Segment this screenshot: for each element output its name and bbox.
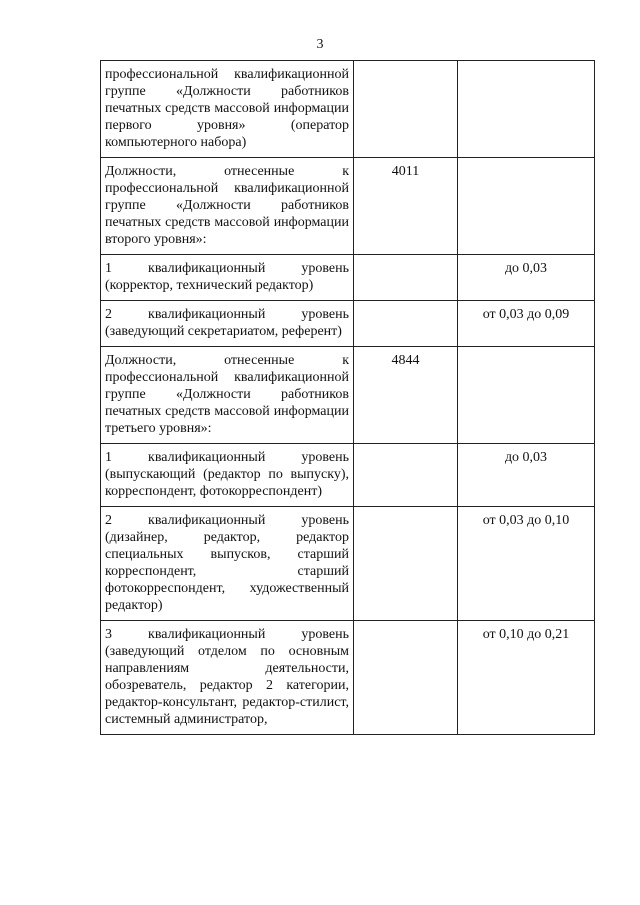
coefficient: от 0,10 до 0,21 (458, 621, 595, 735)
position-description: 2 квалификационный уровень (дизайнер, редактор, редактор специальных выпусков, старший корреспондент, старший фотокорреспондент, художественный редактор) (101, 507, 354, 621)
group-code: 4844 (354, 347, 458, 444)
position-description: 1 квалификационный уровень (выпускающий (редактор по выпуску), корреспондент, фотокорреспондент) (101, 444, 354, 507)
page-number: 3 (316, 37, 324, 52)
coefficient: до 0,03 (458, 255, 595, 301)
coefficient (458, 347, 595, 444)
table-row (101, 444, 595, 507)
coefficient (458, 158, 595, 255)
position-description: 3 квалификационный уровень (заведующий отделом по основным направлениям деятельности, обозреватель, редактор 2 категории, редактор-консультант, редактор-стилист, системный администратор, (101, 621, 354, 735)
coefficient: от 0,03 до 0,10 (458, 507, 595, 621)
group-code (354, 255, 458, 301)
table-row (101, 158, 595, 255)
position-description: профессиональной квалификационной группе «Должности работников печатных средств массовой информации первого уровня» (оператор компьютерного набора) (101, 61, 354, 158)
coefficient: от 0,03 до 0,09 (458, 301, 595, 347)
table-row (101, 301, 595, 347)
group-code (354, 507, 458, 621)
coefficient: до 0,03 (458, 444, 595, 507)
table-row (101, 347, 595, 444)
group-code (354, 61, 458, 158)
group-code (354, 444, 458, 507)
qualification-table (100, 60, 595, 735)
position-description: 1 квалификационный уровень (корректор, технический редактор) (101, 255, 354, 301)
table-row (101, 507, 595, 621)
table-row (101, 61, 595, 158)
table-row (101, 255, 595, 301)
position-description: 2 квалификационный уровень (заведующий секретариатом, референт) (101, 301, 354, 347)
coefficient (458, 61, 595, 158)
position-description: Должности, отнесенные к профессиональной квалификационной группе «Должности работников печатных средств массовой информации третьего уровня»: (101, 347, 354, 444)
group-code (354, 621, 458, 735)
group-code: 4011 (354, 158, 458, 255)
group-code (354, 301, 458, 347)
table-row (101, 621, 595, 735)
position-description: Должности, отнесенные к профессиональной квалификационной группе «Должности работников печатных средств массовой информации второго уровня»: (101, 158, 354, 255)
